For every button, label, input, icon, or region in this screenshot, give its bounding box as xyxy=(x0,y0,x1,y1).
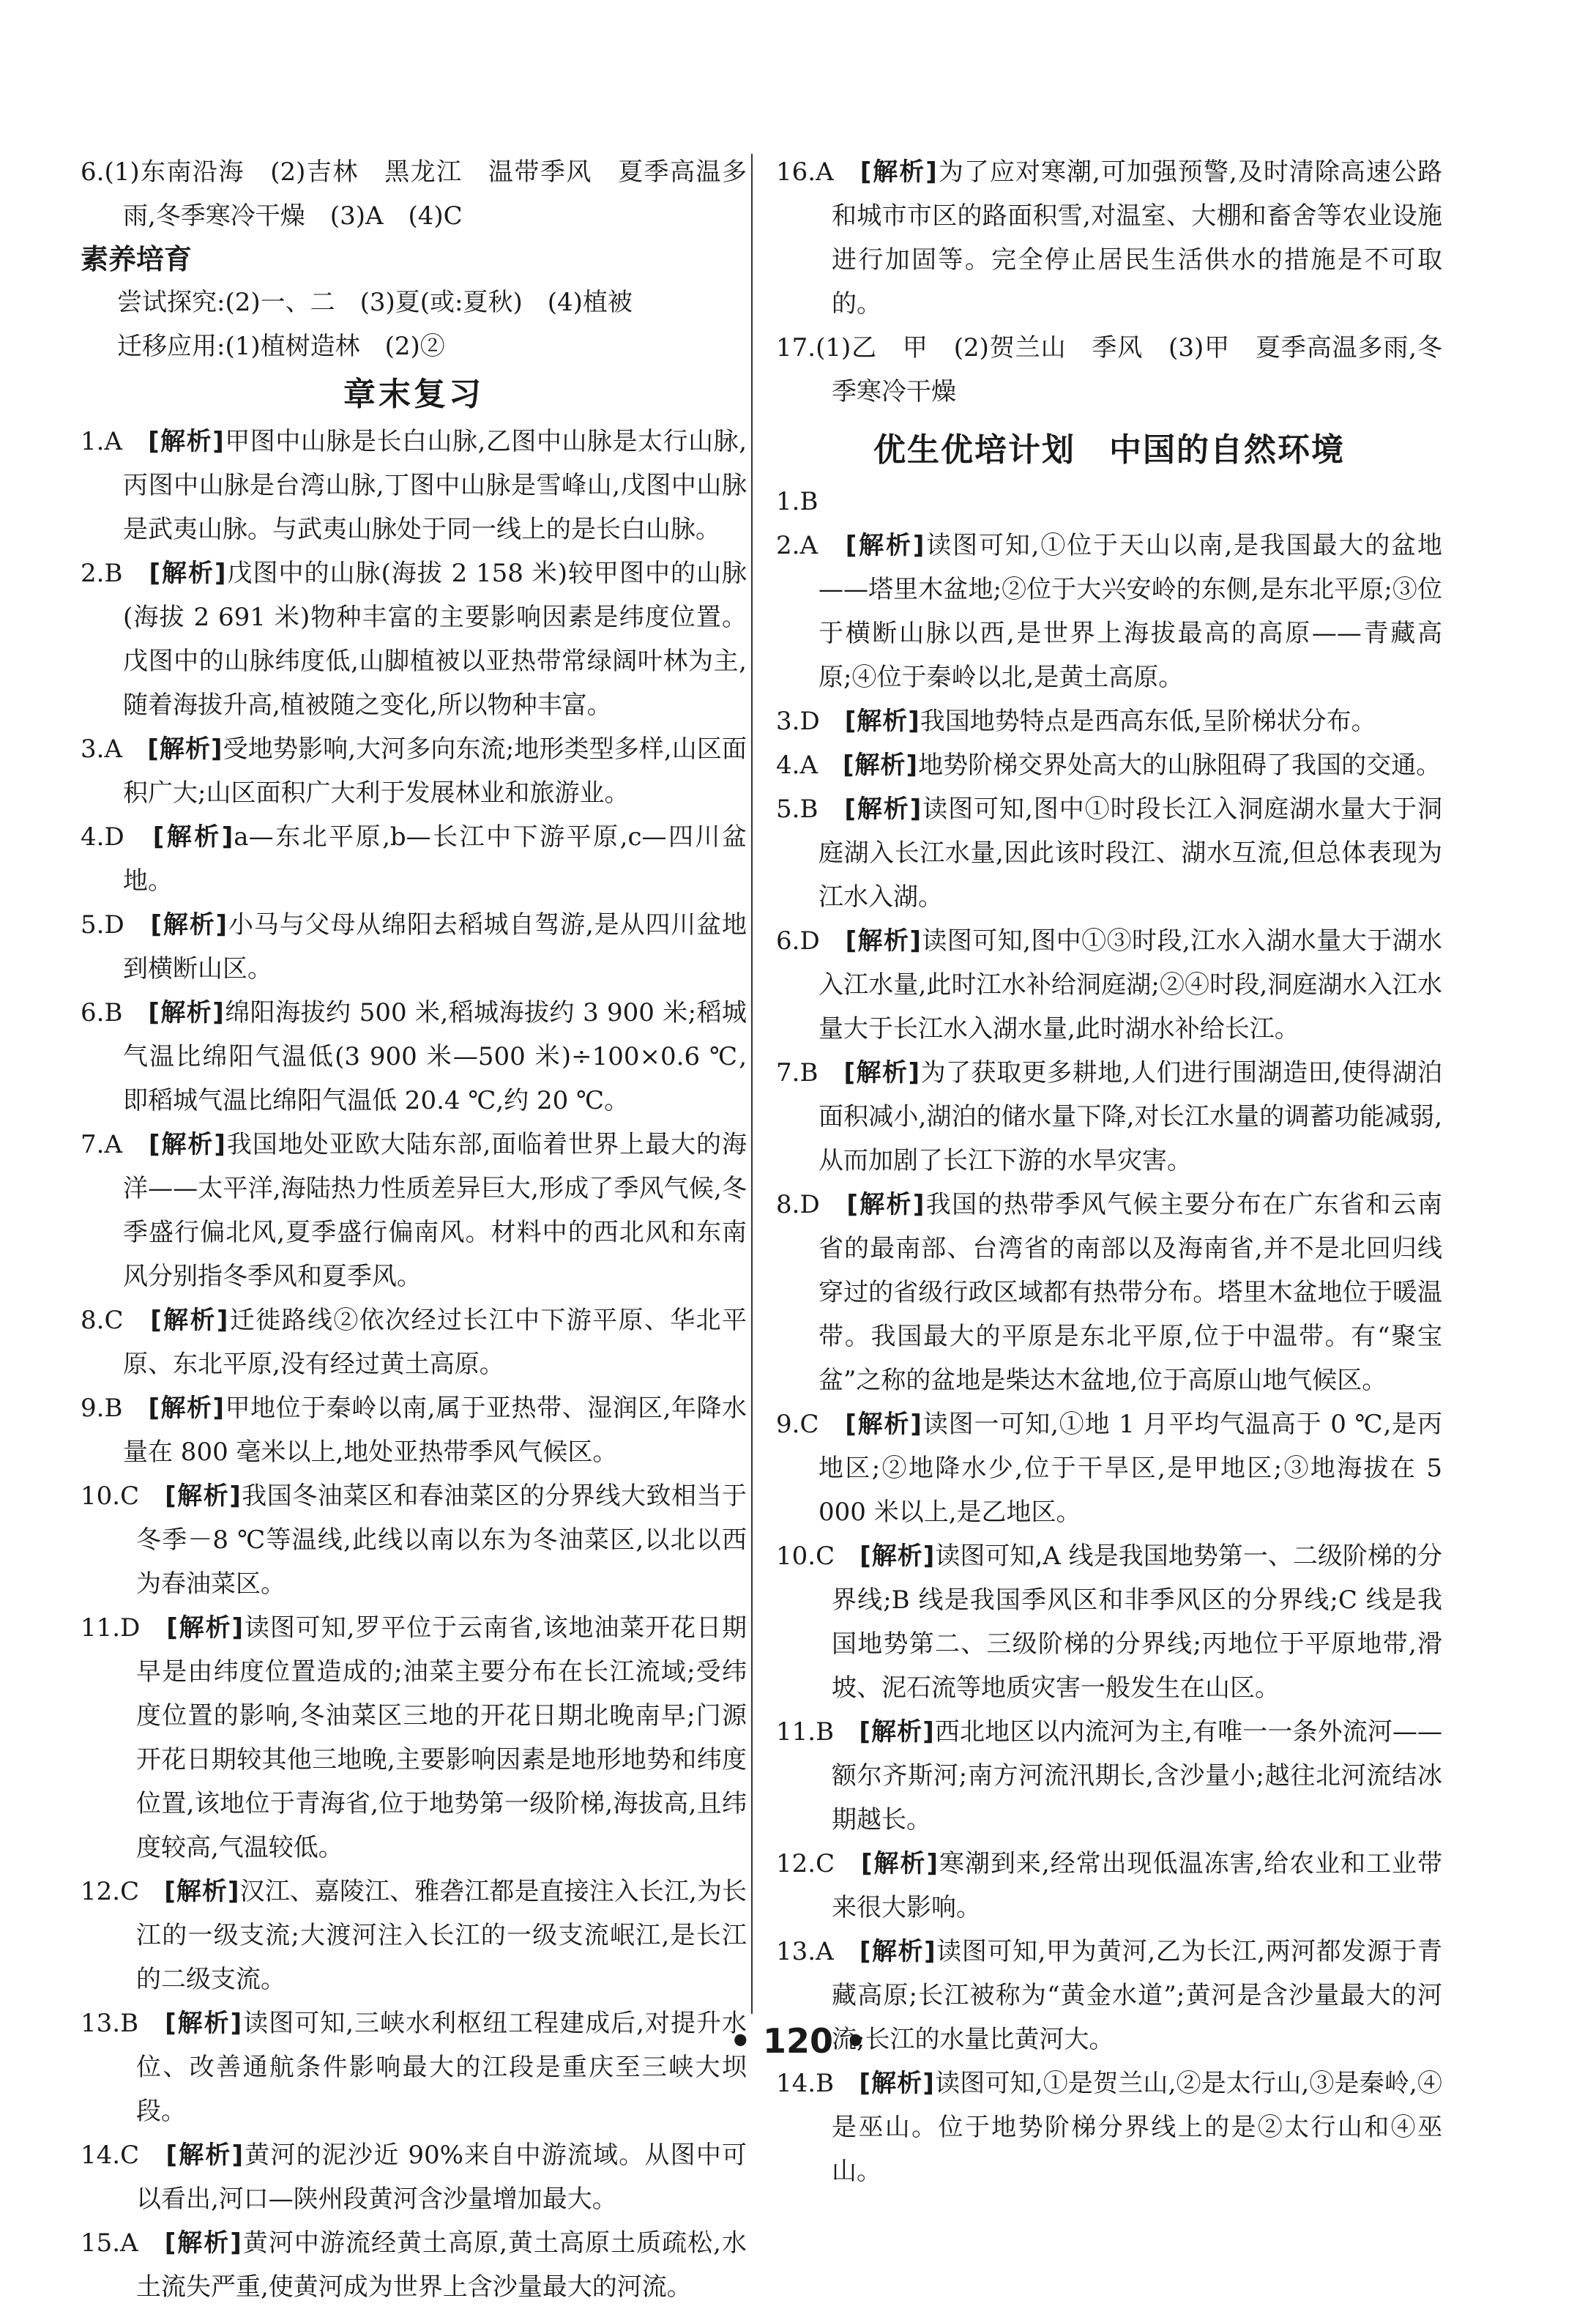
answer-number: 9.C xyxy=(776,1410,846,1439)
answer-item xyxy=(81,1606,747,1870)
analysis-tag: [解析] xyxy=(859,2069,935,2098)
analysis-tag: [解析] xyxy=(166,1613,245,1643)
answer-number: 6.D xyxy=(776,926,846,956)
answer-text: 绵阳海拔约 500 米,稻城海拔约 3 900 米;稻城气温比绵阳气温低(3 900 米—500 米)÷100×0.6 ℃,即稻城气温比绵阳气温低 20.4 ℃,约 20 ℃。 xyxy=(123,998,747,1115)
analysis-tag: [解析] xyxy=(164,1877,240,1906)
answer-item xyxy=(81,815,747,903)
answer-number: 1.B xyxy=(776,487,818,516)
left-column xyxy=(81,150,747,2309)
answer-text: 受地势影响,大河多向东流;地形类型多样,山区面积广大;山区面积广大利于发展林业和旅游业。 xyxy=(123,735,747,808)
analysis-tag: [解析] xyxy=(843,751,919,780)
answer-item xyxy=(776,699,1442,743)
answer-text: 小马与父母从绵阳去稻城自驾游,是从四川盆地到横断山区。 xyxy=(123,910,747,984)
answer-text: 读图可知,①是贺兰山,②是太行山,③是秦岭,④是巫山。位于地势阶梯分界线上的是②太行山和④巫山。 xyxy=(832,2069,1442,2186)
answer-item xyxy=(81,727,747,815)
analysis-tag: [解析] xyxy=(148,1130,226,1159)
answer-number: 14.C xyxy=(81,2141,166,2170)
analysis-tag: [解析] xyxy=(859,1937,936,1966)
answer-list xyxy=(776,150,1442,414)
answer-item xyxy=(81,1123,747,1298)
answer-text: 读图可知,三峡水利枢纽工程建成后,对提升水位、改善通航条件影响最大的江段是重庆至三峡大坝段。 xyxy=(136,2009,747,2126)
answer-list xyxy=(776,480,1442,2193)
answer-item xyxy=(776,787,1442,919)
answer-item xyxy=(776,480,1442,524)
answer-number: 15.A xyxy=(81,2228,165,2258)
analysis-tag: [解析] xyxy=(165,2009,243,2038)
answer-text: 读图可知,①位于天山以南,是我国最大的盆地——塔里木盆地;②位于大兴安岭的东侧,是东北平原;③位于横断山脉以西,是世界上海拔最高的高原——青藏高原;④位于秦岭以北,是黄土高原。 xyxy=(818,531,1442,692)
answer-text: 黄河中游流经黄土高原,黄土高原土质疏松,水土流失严重,使黄河成为世界上含沙量最大的河流。 xyxy=(136,2228,747,2302)
analysis-tag: [解析] xyxy=(148,427,225,456)
answer-item xyxy=(776,1051,1442,1183)
answer-item xyxy=(81,1474,747,1606)
answer-number: 2.B xyxy=(81,559,149,588)
answer-number: 3.A xyxy=(81,735,148,764)
chapter-title: 优生优培计划 中国的自然环境 xyxy=(873,431,1345,469)
answer-number: 13.A xyxy=(776,1937,859,1966)
answer-item xyxy=(81,2133,747,2221)
answer-item xyxy=(776,743,1442,787)
answer-item xyxy=(776,150,1442,326)
answer-text: 读图可知,罗平位于云南省,该地油菜开花日期早是由纬度位置造成的;油菜主要分布在长江流域;受纬度位置的影响,冬油菜区三地的开花日期北晚南早;门源开花日期较其他三地晚,主要影响因素是地形地势和纬度位置,该地位于青海省,位于地势第一级阶梯,海拔高,且纬度较高,气温较低。 xyxy=(136,1613,747,1862)
analysis-tag: [解析] xyxy=(861,1849,939,1878)
answer-number: 17. xyxy=(776,333,816,362)
answer-number: 6.B xyxy=(81,998,149,1027)
answer-text: 我国的热带季风气候主要分布在广东省和云南省的最南部、台湾省的南部以及海南省,并不是北回归线穿过的省级行政区域都有热带分布。塔里木盆地位于暖温带。我国最大的平原是东北平原,位于中温带。有“聚宝盆”之称的盆地是柴达木盆地,位于高原山地气候区。 xyxy=(818,1190,1443,1395)
answer-item xyxy=(81,1870,747,2001)
answer-number: 4.A xyxy=(776,751,843,780)
answer-item xyxy=(81,150,747,238)
answer-number: 8.D xyxy=(776,1190,847,1219)
answer-text: 甲地位于秦岭以南,属于亚热带、湿润区,年降水量在 800 毫米以上,地处亚热带季风气候区。 xyxy=(123,1394,747,1467)
answer-text: 读图可知,甲为黄河,乙为长江,两河都发源于青藏高原;长江被称为“黄金水道”;黄河是含沙量最大的河流;长江的水量比黄河大。 xyxy=(832,1937,1443,2054)
answer-text: 读图一可知,①地 1 月平均气温高于 0 ℃,是丙地区;②地降水少,位于干旱区,是甲地区;③地海拔在 5 000 米以上,是乙地区。 xyxy=(818,1410,1442,1527)
answer-text: 我国地处亚欧大陆东部,面临着世界上最大的海洋——太平洋,海陆热力性质差异巨大,形成了季风气候,冬季盛行偏北风,夏季盛行偏南风。材料中的西北风和东南风分别指冬季风和夏季风。 xyxy=(123,1130,747,1291)
answer-number: 12.C xyxy=(776,1849,862,1878)
answer-number: 4.D xyxy=(81,822,153,852)
answer-number: 5.D xyxy=(81,910,151,940)
answer-text: 6.(1)东南沿海 (2)吉林 黑龙江 温带季风 夏季高温多雨,冬季寒冷干燥 (3)A (4)C xyxy=(81,157,747,231)
analysis-tag: [解析] xyxy=(859,1542,936,1571)
analysis-tag: [解析] xyxy=(846,1190,925,1219)
answer-number: 9.B xyxy=(81,1394,149,1423)
answer-text: 读图可知,图中①时段长江入洞庭湖水量大于洞庭湖入长江水量,因此该时段江、湖水互流,但总体表现为江水入湖。 xyxy=(818,795,1442,912)
answer-text: 汉江、嘉陵江、雅砻江都是直接注入长江,为长江的一级支流;大渡河注入长江的一级支流岷江,是长江的二级支流。 xyxy=(136,1877,747,1994)
analysis-tag: [解析] xyxy=(859,157,938,187)
section-title: 素养培育 xyxy=(81,243,193,275)
answer-number: 11.B xyxy=(776,1717,859,1747)
answer-item xyxy=(776,1710,1442,1842)
analysis-tag: [解析] xyxy=(148,998,225,1027)
answer-number: 11.D xyxy=(81,1613,167,1643)
answer-number: 14.B xyxy=(776,2069,859,2098)
analysis-tag: [解析] xyxy=(844,795,922,824)
answer-number: 1.A xyxy=(81,427,149,456)
answer-text: 我国地势特点是西高东低,呈阶梯状分布。 xyxy=(920,707,1376,736)
answer-item xyxy=(81,420,747,551)
answer-item xyxy=(776,1534,1442,1710)
answer-text: 甲图中山脉是长白山脉,乙图中山脉是太行山脉,丙图中山脉是台湾山脉,丁图中山脉是雪峰山,戊图中山脉是武夷山脉。与武夷山脉处于同一线上的是长白山脉。 xyxy=(123,427,747,544)
analysis-tag: [解析] xyxy=(843,1058,921,1087)
answer-text: 迁徙路线②依次经过长江中下游平原、华北平原、东北平原,没有经过黄土高原。 xyxy=(123,1306,747,1379)
answer-item xyxy=(776,524,1442,699)
answer-number: 3.D xyxy=(776,707,845,736)
analysis-tag: [解析] xyxy=(165,2141,245,2170)
answer-text: 寒潮到来,经常出现低温冻害,给农业和工业带来很大影响。 xyxy=(832,1849,1443,1922)
analysis-tag: [解析] xyxy=(859,1717,935,1747)
analysis-tag: [解析] xyxy=(148,1394,225,1423)
answer-item xyxy=(776,1183,1442,1402)
answer-text: 黄河的泥沙近 90%来自中游流域。从图中可以看出,河口—陕州段黄河含沙量增加最大。 xyxy=(136,2141,747,2214)
right-column xyxy=(776,150,1442,2193)
answer-number: 16.A xyxy=(776,157,860,187)
answer-text: 西北地区以内流河为主,有唯一一条外流河——额尔齐斯河;南方河流汛期长,含沙量小;越往北河流结冰期越长。 xyxy=(832,1717,1443,1834)
analysis-tag: [解析] xyxy=(845,531,925,560)
answer-item xyxy=(776,326,1442,414)
analysis-tag: [解析] xyxy=(149,559,227,588)
literacy-line: 迁移应用:(1)植树造林 (2)② xyxy=(117,332,445,361)
answer-text: 为了应对寒潮,可加强预警,及时清除高速公路和城市市区的路面积雪,对温室、大棚和畜舍等农业设施进行加固等。完全停止居民生活供水的措施是不可取的。 xyxy=(832,157,1443,319)
analysis-tag: [解析] xyxy=(165,1481,242,1511)
analysis-tag: [解析] xyxy=(152,822,234,852)
literacy-line: 尝试探究:(2)一、二 (3)夏(或:夏秋) (4)植被 xyxy=(117,288,633,317)
answer-item xyxy=(776,2061,1442,2193)
answer-text: 读图可知,图中①③时段,江水入湖水量大于湖水入江水量,此时江水补给洞庭湖;②④时段,洞庭湖水入江水量大于长江水入湖水量,此时湖水补给长江。 xyxy=(818,926,1442,1044)
answer-item xyxy=(81,1298,747,1386)
answer-item xyxy=(81,2221,747,2309)
analysis-tag: [解析] xyxy=(845,1410,922,1439)
answer-item xyxy=(776,919,1442,1051)
analysis-tag: [解析] xyxy=(845,926,922,956)
answer-number: 7.B xyxy=(776,1058,844,1087)
analysis-tag: [解析] xyxy=(164,2228,242,2258)
answer-item xyxy=(776,1402,1442,1534)
answer-number: 8.C xyxy=(81,1306,151,1335)
chapter-title: 章末复习 xyxy=(343,376,484,413)
answer-number: 5.B xyxy=(776,795,845,824)
page-number: • 120 • xyxy=(729,2021,867,2061)
answer-text: 地势阶梯交界处高大的山脉阻碍了我国的交通。 xyxy=(918,751,1442,780)
answer-number: 7.A xyxy=(81,1130,149,1159)
answer-item xyxy=(81,903,747,991)
analysis-tag: [解析] xyxy=(150,910,228,940)
analysis-tag: [解析] xyxy=(150,1306,229,1335)
answer-text: a—东北平原,b—长江中下游平原,c—四川盆地。 xyxy=(123,822,747,896)
analysis-tag: [解析] xyxy=(844,707,920,736)
answer-item xyxy=(81,1386,747,1474)
answer-number: 12.C xyxy=(81,1877,165,1906)
analysis-tag: [解析] xyxy=(147,735,223,764)
answer-text: 为了获取更多耕地,人们进行围湖造田,使得湖泊面积减小,湖泊的储水量下降,对长江水量的调蓄功能减弱,从而加剧了长江下游的水旱灾害。 xyxy=(818,1058,1442,1175)
answer-text: 读图可知,A 线是我国地势第一、二级阶梯的分界线;B 线是我国季风区和非季风区的分界线;C 线是我国地势第二、三级阶梯的分界线;丙地位于平原地带,滑坡、泥石流等地质灾害一般发生在山区。 xyxy=(832,1542,1443,1703)
answer-number: 10.C xyxy=(776,1542,860,1571)
answer-number: 10.C xyxy=(81,1481,165,1511)
answer-number: 2.A xyxy=(776,531,846,560)
column-divider xyxy=(751,154,753,2014)
answer-text: 戊图中的山脉(海拔 2 158 米)较甲图中的山脉(海拔 2 691 米)物种丰富的主要影响因素是纬度位置。戊图中的山脉纬度低,山脚植被以亚热带常绿阔叶林为主,随着海拔升高,植被随之变化,所以物种丰富。 xyxy=(123,559,747,720)
answer-text: 我国冬油菜区和春油菜区的分界线大致相当于冬季－8 ℃等温线,此线以南以东为冬油菜区,以北以西为春油菜区。 xyxy=(136,1481,747,1599)
answer-number: 13.B xyxy=(81,2009,165,2038)
answer-item xyxy=(776,1842,1442,1930)
answer-text: (1)乙 甲 (2)贺兰山 季风 (3)甲 夏季高温多雨,冬季寒冷干燥 xyxy=(816,333,1442,406)
answer-item xyxy=(81,991,747,1123)
answer-item xyxy=(81,551,747,727)
